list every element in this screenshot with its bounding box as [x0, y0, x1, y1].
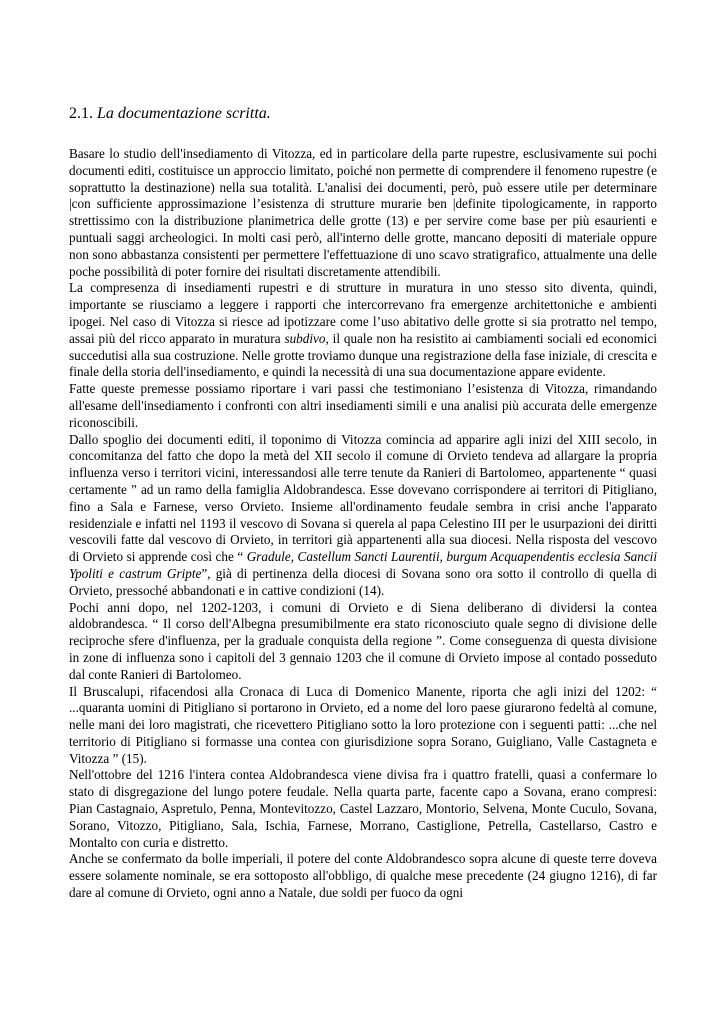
paragraph	[69, 767, 657, 851]
paragraph	[69, 851, 657, 901]
text-run: Il Bruscalupi, rifacendosi alla Cronaca di Luca di Domenico Manente, riporta che agli inizi del 1202: “ ...quaranta uomini di Pitigliano si portarono in Orvieto, ed a nome del loro paese giurarono fedeltà al comune, nelle mani dei loro magistrati, che ricevettero Pitigliano sotto la loro protezione con i seguenti patti: ...che nel territorio di Pitigliano si formasse una contea con giurisdizione sopra Sorano, Guigliano, Valle Castagneta e Vitozza ” (15).	[69, 683, 657, 766]
text-run: Pochi anni dopo, nel 1202-1203, i comuni di Orvieto e di Siena deliberano di dividersi la contea aldobrandesca. “ Il corso dell'Albegna presumibilmente era stato riconosciuto quale segno di divisione delle reciproche sfere d'influenza, per la graduale conquista della regione ”. Come conseguenza di questa divisione in zone di influenza sono i capitoli del 3 gennaio 1203 che il comune di Orvieto impose al contado posseduto dal conte Ranieri di Bartolomeo.	[69, 599, 657, 682]
section-title: La documentazione scritta.	[97, 105, 271, 122]
section-heading	[69, 104, 659, 124]
text-run: Nell'ottobre del 1216 l'intera contea Aldobrandesca viene divisa fra i quattro fratelli, quasi a confermare lo stato di disgregazione del lungo potere feudale. Nella quarta parte, facente capo a Sovana, erano compresi: Pian Castagnaio, Aspretulo, Penna, Montevitozzo, Castel Lazzaro, Montorio, Selvena, Monte Cuculo, Sovana, Sorano, Vitozzo, Pitigliano, Sala, Ischia, Farnese, Morrano, Castiglione, Petrella, Castellarso, Castro e Montalto con curia e distretto.	[69, 767, 657, 850]
paragraph	[69, 600, 657, 684]
paragraph	[69, 280, 657, 381]
paragraph	[69, 381, 657, 431]
paragraph	[69, 432, 657, 600]
section-number: 2.1.	[69, 105, 93, 122]
italic-text: subdivo	[284, 330, 326, 346]
text-run: Anche se confermato da bolle imperiali, il potere del conte Aldobrandesco sopra alcune di queste terre doveva essere solamente nominale, se era sottoposto all'obbligo, di qualche mese precedente (24 giugno 1216), di far dare al comune di Orvieto, ogni anno a Natale, due soldi per fuoco da ogni	[69, 851, 657, 901]
text-run: La compresenza di insediamenti rupestri e di strutture in muratura in uno stesso sito diventa, quindi, importante se riusciamo a leggere i rapporti che intercorrevano fra emergenze architettoniche e ambienti ipogei. Nel caso di Vitozza si riesce ad ipotizzare come l’uso abitativo delle grotte si sia protratto nel tempo, assai più del ricco apparato in muratura	[69, 280, 657, 346]
paragraph	[69, 684, 657, 768]
paragraph	[69, 146, 657, 280]
text-run: Dallo spoglio dei documenti editi, il toponimo di Vitozza comincia ad apparire agli inizi del XIII secolo, in concomitanza del fatto che dopo la metà del XII secolo il comune di Orvieto tendeva ad allargare la propria influenza verso i territori vicini, interessandosi alle terre tenute da Ranieri di Bartolomeo, appartenente “ quasi certamente ” ad un ramo della famiglia Aldobrandesca. Esse dovevano corrispondere ai territori di Pitigliano, fino a Sala e Farnese, verso Orvieto. Insieme all'ordinamento feudale sembra in crisi anche l'apparato residenziale e infatti nel 1193 il vescovo di Sovana si querela al papa Celestino III per le usurpazioni dei diritti vescovili fatte dal vescovo di Orvieto, in territori già appartenenti alla sua diocesi. Nella risposta del vescovo di Orvieto si apprende così che “	[69, 431, 657, 565]
text-run: Basare lo studio dell'insediamento di Vitozza, ed in particolare della parte rupestre, esclusivamente sui pochi documenti editi, costituisce un approccio limitato, poiché non permette di comprendere il fenomeno rupestre (e soprattutto la destinazione) nella sua totalità. L'analisi dei documenti, però, può essere utile per determinare |con sufficiente approssimazione l’esistenza di strutture murarie ben |definite tipologicamente, in rapporto strettissimo con la distribuzione planimetrica delle grotte (13) e per servire come base per più esaurienti e puntuali saggi archeologici. In molti casi però, all'interno delle grotte, mancano depositi di materiale oppure non sono abbastanza consistenti per permettere l'effettuazione di uno scavo stratigrafico, attualmente una delle poche possibilità di poter fornire dei risultati discretamente attendibili.	[69, 146, 657, 279]
text-run: , il quale non ha resistito ai cambiamenti sociali ed economici succedutisi alla sua costruzione. Nelle grotte troviamo dunque una registrazione della fase iniziale, di crescita e finale della storia dell'insediamento, e quindi la necessità di una sua documentazione appare evidente.	[69, 330, 657, 380]
text-run: ”, già di pertinenza della diocesi di Sovana sono ora sotto il controllo di quella di Orvieto, pressoché abbandonati e in cattive condizioni (14).	[69, 565, 657, 598]
text-run: Fatte queste premesse possiamo riportare i vari passi che testimoniano l’esistenza di Vitozza, rimandando all'esame dell'insediamento i confronti con altri insediamenti simili e una analisi più accurata delle emergenze riconoscibili.	[69, 381, 657, 430]
italic-text: Gradule, Castellum Sancti Laurentii, burgum Acquapendentis ecclesia Sancii Ypoliti e castrum Gripte	[69, 549, 657, 581]
document-body	[69, 146, 657, 902]
